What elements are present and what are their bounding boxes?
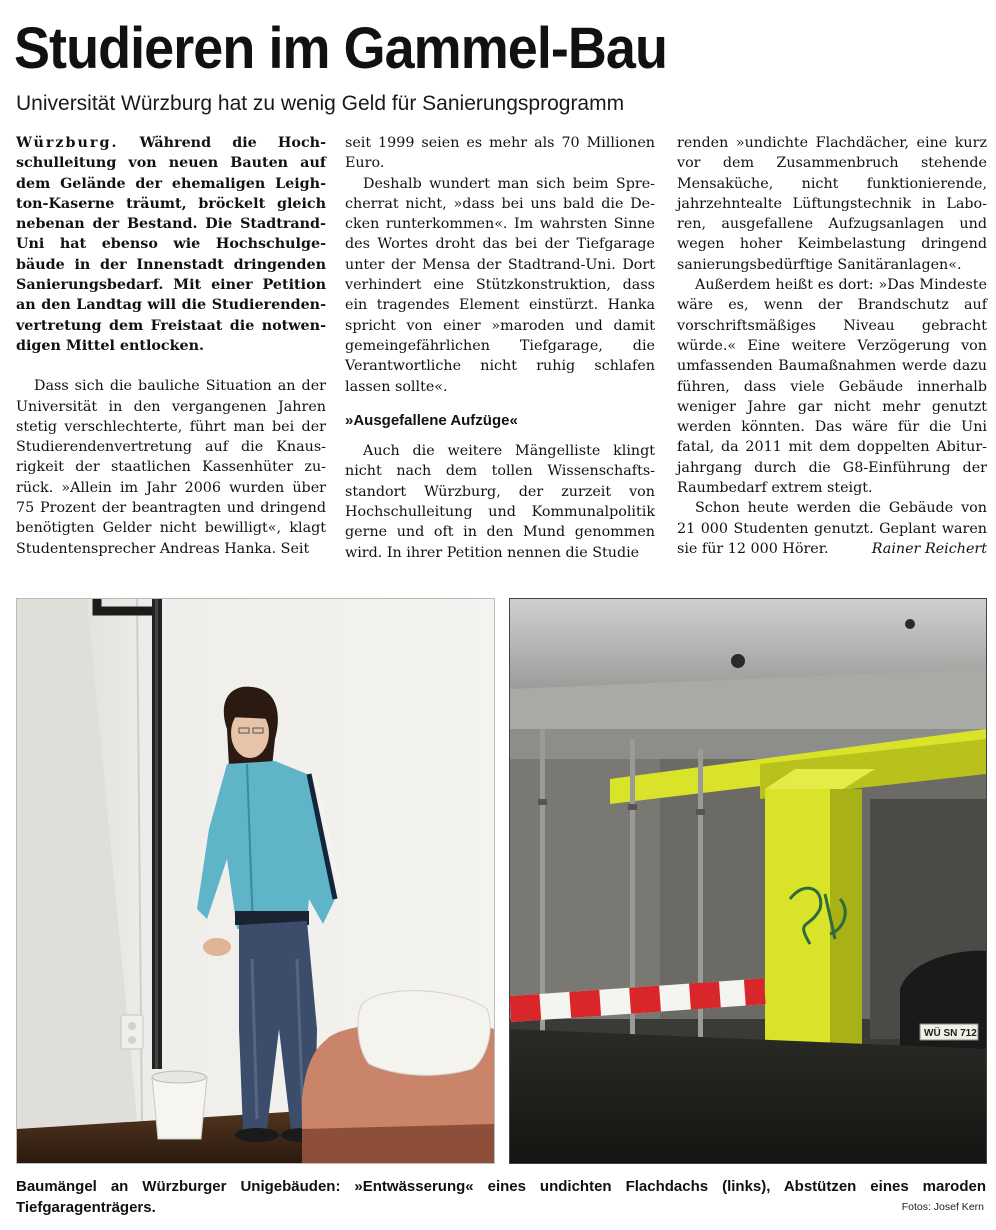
headline: Studieren im Gammel-Bau: [14, 16, 668, 81]
paragraph-3-continued: renden »undichte Flachdächer, eine kurz vor dem Zusammenbruch stehende Mensaküche, nicht funktionierende, jahrzehntealte Lüftungstechnik in Laboren, ausgefallene Aufzugsanlagen und wegen hoher Keimbelastung dringend sanierungsbedürftige Sanitäranlagen«.: [677, 135, 987, 273]
paragraph-1-continued: seit 1999 seien es mehr als 70 Millionen Euro.: [345, 135, 655, 172]
lead-text: Während die Hochschulleitung von neuen Bauten auf dem Gelände der ehemaligen Leighton-Kaserne träumt, bröckelt gleich nebenan der Bestand. Die Stadtrand-Uni hat ebenso wie Hochschulgebäude in der Innenstadt dringenden Sanierungsbedarf. Mit einer Petition an den Landtag will die Studierendenvertretung dem Freistaat die notwendigen Mittel entlocken.: [16, 135, 326, 354]
paragraph-5: [677, 498, 987, 559]
license-plate-text: WÜ SN 712: [924, 1028, 977, 1039]
photo-credit: Fotos: Josef Kern: [901, 1201, 984, 1213]
article-column-1: [16, 133, 326, 559]
photo-student-room-illustration: [17, 599, 494, 1163]
photo-caption: Baumängel an Würzburger Unigebäuden: »Entwässerung« eines undichten Flachdachs (links), Abstützen eines maroden Tiefgaragenträgers.: [16, 1178, 986, 1216]
subheading: »Ausgefallene Aufzüge«: [345, 411, 518, 429]
photo-student-room: [16, 598, 495, 1164]
paragraph-5-text: Schon heute werden die Gebäude von 21 000 Studenten genutzt. Geplant waren sie für 12 000 Hörer.: [677, 500, 987, 557]
paragraph-2: Deshalb wundert man sich beim Sprecherrat nicht, »dass bei uns bald die Decken runterkommen«. Im wahrsten Sinne des Wortes droht das bei der Tiefgarage unter der Mensa der Stadtrand-Uni. Dort verhindert eine Stützkonstruktion, dass ein tragendes Element einstürzt. Hanka spricht von einer »maroden und damit gemeingefährlichen Tiefgarage, die Verantwortliche nicht ruhig schlafen lassen sollte«.: [345, 175, 655, 395]
subheadline: Universität Würzburg hat zu wenig Geld für Sanierungsprogramm: [16, 92, 625, 115]
author: Rainer Reichert: [871, 540, 987, 557]
paragraph-1: Dass sich die bauliche Situation an der Universität in den vergangenen Jahren stetig verschlechterte, führt man bei der Studierendenvertretung auf die Knausrigkeit der staatlichen Kassenhüter zurück. »Allein im Jahr 2006 wurden über 75 Prozent der beantragten und dringend benötigten Gelder nicht bewilligt«, klagt Studentensprecher Andreas Hanka. Seit: [16, 378, 326, 557]
article-column-2: [345, 133, 655, 563]
article-column-3: [677, 133, 987, 559]
dateline: Würzburg.: [16, 135, 119, 151]
paragraph-3: Auch die weitere Mängelliste klingt nicht nach dem tollen Wissenschaftsstandort Würzburg, der zurzeit von Hochschulleitung und Kommunalpolitik gerne und oft in den Mund genommen wird. In ihrer Petition nennen die Studie: [345, 443, 655, 561]
lead-paragraph: [16, 133, 326, 356]
paragraph-4: Außerdem heißt es dort: »Das Mindeste wäre es, wenn der Brandschutz auf vorschriftsmäßiges Niveau gebracht würde.« Eine weitere Verzögerung von umfassenden Baumaßnahmen werde dazu führen, dass viele Gebäude innerhalb weniger Jahre gar nicht mehr genutzt werden könnten. Das wäre für die Uni fatal, da 2011 mit dem doppelten Abiturjahrgang durch die G8-Einführung der Raumbedarf extrem steigt.: [677, 277, 987, 497]
photo-underground-garage: [509, 598, 987, 1164]
photo-underground-garage-illustration: [510, 599, 986, 1163]
